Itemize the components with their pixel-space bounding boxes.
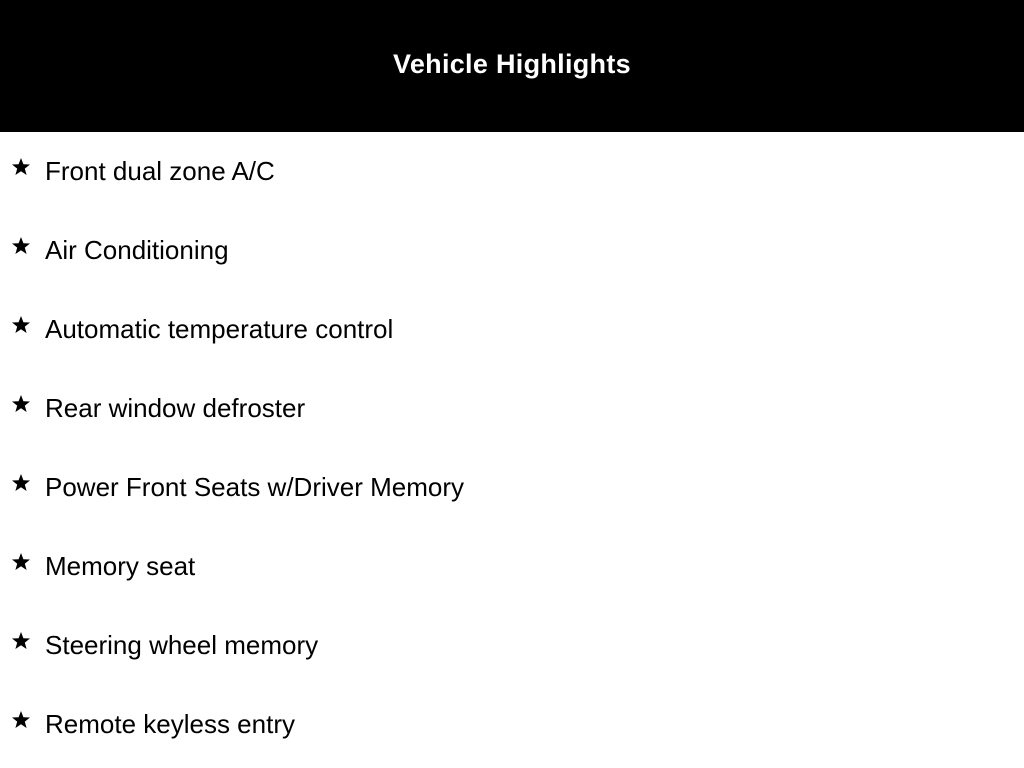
star-icon [11, 236, 31, 256]
list-item [0, 448, 1024, 527]
highlight-label: Rear window defroster [45, 393, 306, 423]
star-icon [11, 473, 31, 493]
star-icon [11, 631, 31, 651]
list-item [0, 211, 1024, 290]
highlight-label: Remote keyless entry [45, 709, 295, 739]
header-banner [0, 0, 1024, 132]
star-icon [11, 394, 31, 414]
list-item [0, 290, 1024, 369]
highlight-label: Memory seat [45, 551, 196, 581]
highlights-list [0, 132, 1024, 764]
highlight-label: Automatic temperature control [45, 314, 394, 344]
list-item [0, 369, 1024, 448]
highlight-label: Front dual zone A/C [45, 156, 275, 186]
list-item [0, 606, 1024, 685]
highlight-label: Steering wheel memory [45, 630, 319, 660]
star-icon [11, 710, 31, 730]
star-icon [11, 552, 31, 572]
star-icon [11, 315, 31, 335]
list-item [0, 132, 1024, 211]
star-icon [11, 157, 31, 177]
highlight-label: Power Front Seats w/Driver Memory [45, 472, 464, 502]
list-item [0, 685, 1024, 764]
page-title: Vehicle Highlights [393, 48, 631, 79]
list-item [0, 527, 1024, 606]
highlight-label: Air Conditioning [45, 235, 229, 265]
